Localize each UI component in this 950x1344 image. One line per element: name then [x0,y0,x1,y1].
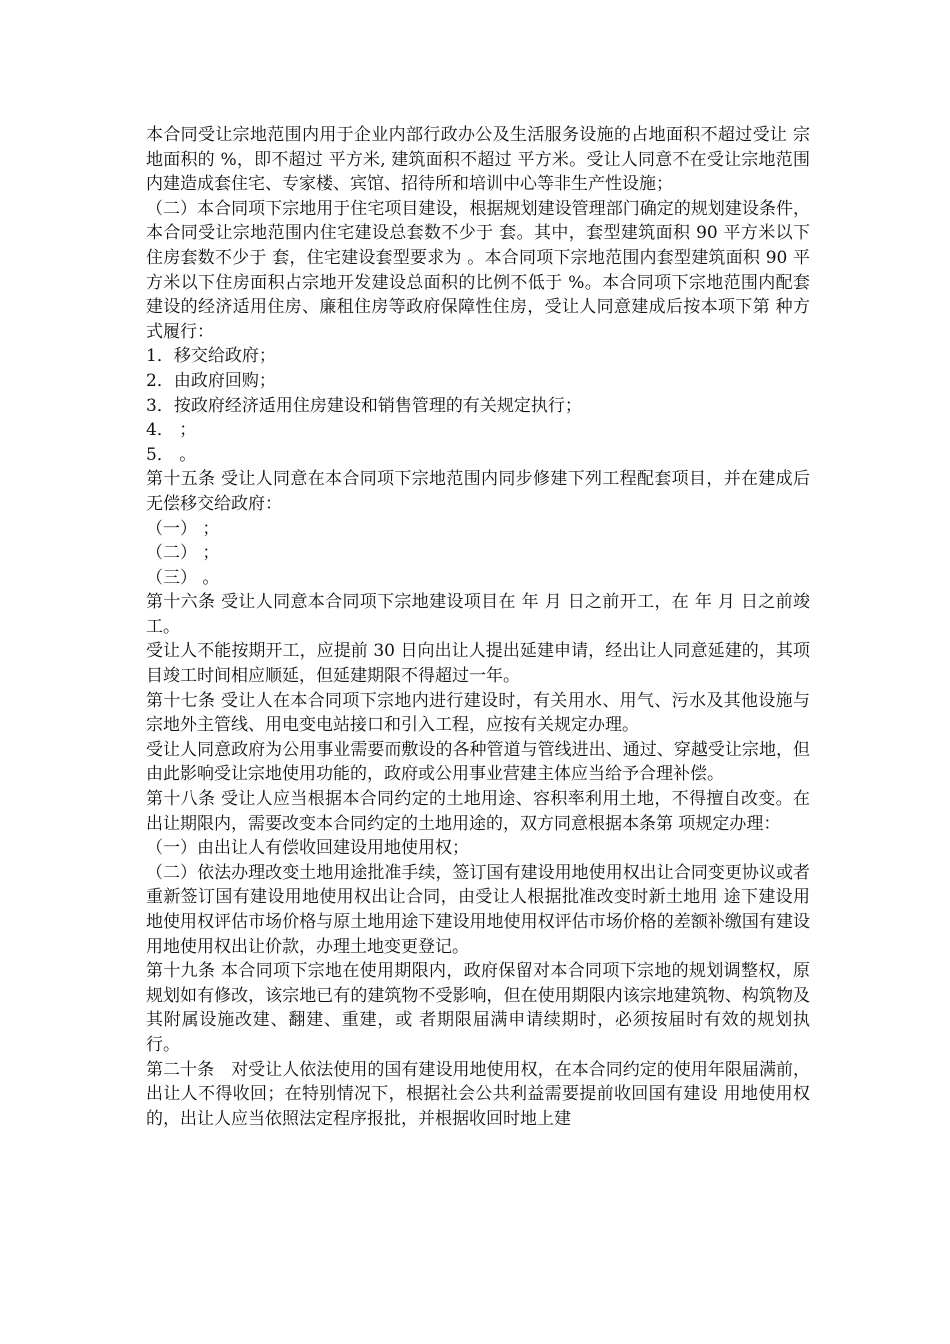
article-15-item-2: （二） ； [146,543,220,564]
article-16-delay: 受让人不能按期开工，应提前 30 日向出让人提出延建申请，经出让人同意延建的，其项目竣工时间相应顺延，但延建期限不得超过一年。 [146,641,810,687]
list-item-option-4: 4． ； [146,420,197,441]
article-15-item-1: （一） ； [146,518,220,539]
list-item-option-2: 2．由政府回购； [146,370,276,391]
article-15: 第十五条 受让人同意在本合同项下宗地范围内同步修建下列工程配套项目，并在建成后无偿移交给政府： [146,469,810,514]
article-15-item-3: （三） 。 [146,567,220,588]
list-item-option-1: 1．移交给政府； [146,346,276,367]
list-item-option-3: 3．按政府经济适用住房建设和销售管理的有关规定执行； [146,395,582,416]
paragraph-office-facilities: 本合同受让宗地范围内用于企业内部行政办公及生活服务设施的占地面积不超过受让 宗地面积的 %，即不超过 平方米, 建筑面积不超过 平方米。受让人同意不在受让宗地范围内建造成套住宅、专家楼、宾馆、招待所和培训中心等非生产性设施； [146,125,810,195]
article-17: 第十七条 受让人在本合同项下宗地内进行建设时，有关用水、用气、污水及其他设施与宗地外主管线、用电变电站接口和引入工程，应按有关规定办理。 [146,690,810,736]
list-item-option-5: 5． 。 [146,444,197,465]
article-17-utilities: 受让人同意政府为公用事业需要而敷设的各种管道与管线进出、通过、穿越受让宗地，但由此影响受让宗地使用功能的，政府或公用事业营建主体应当给予合理补偿。 [146,739,810,785]
document-body [146,123,810,1131]
article-18: 第十八条 受让人应当根据本合同约定的土地用途、容积率利用土地，不得擅自改变。在出让期限内，需要改变本合同约定的土地用途的，双方同意根据本条第 项规定办理： [146,789,810,834]
article-16: 第十六条 受让人同意本合同项下宗地建设项目在 年 月 日之前开工，在 年 月 日之前竣工。 [146,592,810,637]
paragraph-residential-clause: （二）本合同项下宗地用于住宅项目建设，根据规划建设管理部门确定的规划建设条件，本合同受让宗地范围内住宅建设总套数不少于 套。其中，套型建筑面积 90 平方米以下住房套数不少于 套，住宅建设套型要求为 。本合同项下宗地范围内套型建筑面积 90 平方米以下住房面积占宗地开发建设总面积的比例不低于 %。本合同项下宗地范围内配套建设的经济适用住房、廉租住房等政府保障性住房，受让人同意建成后按本项下第 种方式履行： [146,198,810,342]
article-18-item-1: （一）由出让人有偿收回建设用地使用权； [146,838,469,859]
article-19: 第十九条 本合同项下宗地在使用期限内，政府保留对本合同项下宗地的规划调整权，原规划如有修改，该宗地已有的建筑物不受影响，但在使用期限内该宗地建筑物、构筑物及其附属设施改建、翻建、重建，或 者期限届满申请续期时，必须按届时有效的规划执行。 [146,961,810,1055]
article-20: 第二十条 对受让人依法使用的国有建设用地使用权，在本合同约定的使用年限届满前，出让人不得收回；在特别情况下，根据社会公共利益需要提前收回国有建设 用地使用权的，出让人应当依照法定程序报批，并根据收回时地上建 [146,1059,810,1129]
article-18-item-2: （二）依法办理改变土地用途批准手续，签订国有建设用地使用权出让合同变更协议或者重新签订国有建设用地使用权出让合同，由受让人根据批准改变时新土地用 途下建设用地使用权评估市场价格与原土地用途下建设用地使用权评估市场价格的差额补缴国有建设用地使用权出让价款，办理土地变更登记。 [146,862,810,957]
